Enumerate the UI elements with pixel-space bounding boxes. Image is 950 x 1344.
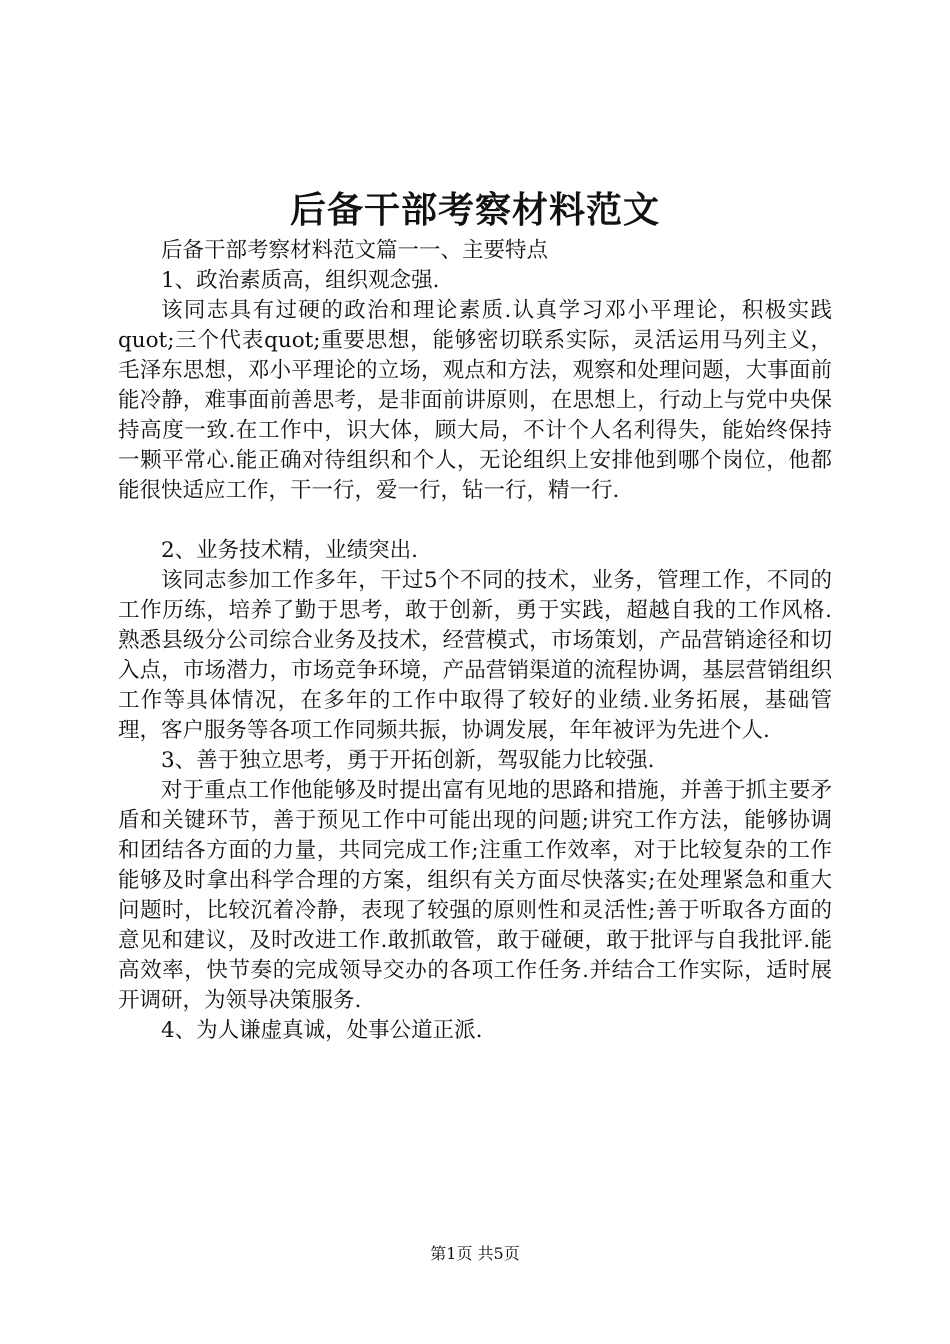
section-heading-4: 4、为人谦虚真诚，处事公道正派. <box>161 1018 483 1043</box>
paragraph-section-1: 该同志具有过硬的政治和理论素质.认真学习邓小平理论，积极实践quot;三个代表quot;重要思想，能够密切联系实际，灵活运用马列主义，毛泽东思想，邓小平理论的立场，观点和方法，观察和处理问题，大事面前能冷静，难事面前善思考，是非面前讲原则，在思想上，行动上与党中央保持高度一致.在工作中，识大体，顾大局，不计个人名利得失，能始终保持一颗平常心.能正确对待组织和个人，无论组织上安排他到哪个岗位，他都能很快适应工作，干一行，爱一行，钻一行，精一行. <box>118 298 832 503</box>
paragraph-section-3: 对于重点工作他能够及时提出富有见地的思路和措施，并善于抓主要矛盾和关键环节，善于预见工作中可能出现的问题;讲究工作方法，能够协调和团结各方面的力量，共同完成工作;注重工作效率，对于比较复杂的工作能够及时拿出科学合理的方案，组织有关方面尽快落实;在处理紧急和重大问题时，比较沉着冷静，表现了较强的原则性和灵活性;善于听取各方面的意见和建议，及时改进工作.敢抓敢管，敢于碰硬，敢于批评与自我批评.能高效率，快节奏的完成领导交办的各项工作任务.并结合工作实际，适时展开调研，为领导决策服务. <box>118 778 832 1013</box>
paragraph-section-2: 该同志参加工作多年，干过5个不同的技术，业务，管理工作，不同的工作历练，培养了勤于思考，敢于创新，勇于实践，超越自我的工作风格.熟悉县级分公司综合业务及技术，经营模式，市场策划，产品营销途径和切入点，市场潜力，市场竞争环境，产品营销渠道的流程协调，基层营销组织工作等具体情况，在多年的工作中取得了较好的业绩.业务拓展，基础管理，客户服务等各项工作同频共振，协调发展，年年被评为先进个人. <box>118 568 832 743</box>
page-title: 后备干部考察材料范文 <box>289 189 660 231</box>
section-heading-2: 2、业务技术精，业绩突出. <box>161 538 419 563</box>
section-heading-1: 1、政治素质高，组织观念强. <box>161 268 440 293</box>
page-number-footer: 第1页 共5页 <box>430 1244 520 1263</box>
paragraph-intro: 后备干部考察材料范文篇一一、主要特点 <box>161 238 549 263</box>
document-body <box>118 236 832 1046</box>
section-heading-3: 3、善于独立思考，勇于开拓创新，驾驭能力比较强. <box>161 748 655 773</box>
